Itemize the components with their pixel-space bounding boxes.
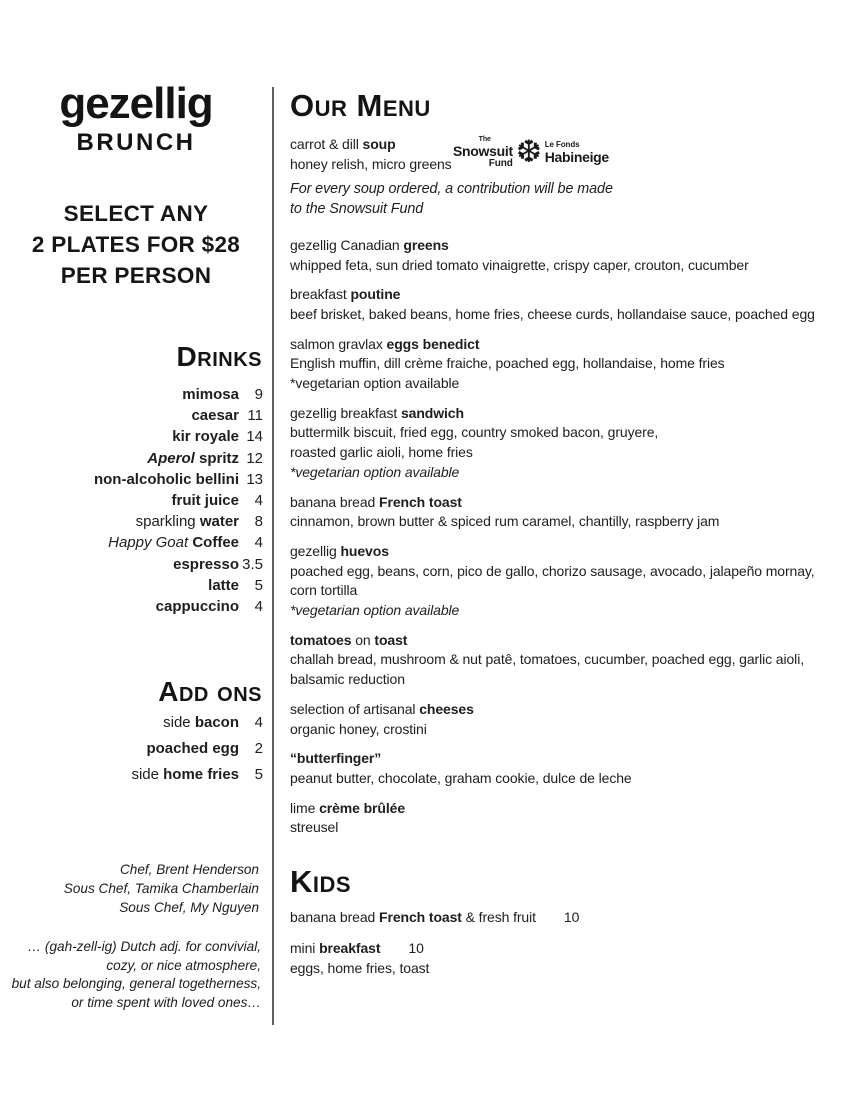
menu-item — [290, 335, 845, 394]
text-segment: fruit juice — [171, 491, 239, 509]
text-segment: banana bread — [290, 493, 380, 510]
text-segment: sandwich — [400, 404, 464, 421]
text-segment: carrot & dill — [290, 136, 363, 152]
credit-line: Chef, Brent Henderson — [119, 862, 259, 877]
text-segment: poached egg — [146, 740, 239, 757]
addon-item — [0, 740, 263, 766]
drink-item — [0, 428, 263, 449]
text-segment: bacon — [194, 714, 239, 731]
drink-item-name — [208, 577, 239, 594]
menu-item-desc: peanut butter, chocolate, graham cookie, dulce de leche — [290, 769, 632, 786]
drink-item-name — [172, 428, 239, 445]
menu-item-desc: balsamic reduction — [290, 671, 405, 688]
our-menu-heading: Our Menu — [290, 88, 431, 123]
addon-item-price: 5 — [254, 766, 263, 783]
drink-item-name — [171, 492, 239, 509]
text-segment: crème brûlée — [319, 799, 406, 816]
kids-heading: Kids — [290, 864, 352, 900]
text-segment: mini — [290, 939, 320, 956]
drink-item-name — [173, 556, 239, 573]
soup-note-line: to the Snowsuit Fund — [290, 201, 424, 218]
drink-item-price: 8 — [254, 513, 263, 531]
menu-item — [290, 631, 845, 690]
menu-item-title — [290, 542, 845, 562]
drink-item-name — [182, 386, 239, 403]
addon-item — [0, 766, 263, 792]
drink-item-price: 12 — [246, 449, 263, 467]
text-segment: kir royale — [172, 428, 239, 446]
drink-item-price: 9 — [254, 386, 263, 403]
drink-item-name — [94, 471, 239, 488]
addon-item-price: 4 — [254, 714, 263, 731]
text-segment: “butterfinger” — [290, 750, 382, 767]
kids-item-price: 10 — [408, 939, 424, 956]
drink-item — [0, 556, 263, 577]
drink-item-price: 4 — [254, 534, 263, 552]
text-segment: gezellig — [290, 542, 341, 559]
kids-item — [290, 908, 845, 928]
text-segment: salmon gravlax — [290, 335, 387, 352]
menu-item-title — [290, 335, 845, 355]
snowflake-icon: ❆ — [515, 133, 542, 170]
menu-item-title — [290, 493, 845, 513]
kids-item-title — [290, 908, 845, 928]
credit-line: Sous Chef, My Nguyen — [119, 899, 259, 915]
drink-item — [0, 513, 263, 534]
menu-item-desc: poached egg, beans, corn, pico de gallo, chorizo sausage, avocado, jalapeño mornay, — [290, 562, 815, 579]
text-segment: side — [163, 714, 195, 731]
definition-line: but also belonging, general togetherness, — [11, 976, 261, 992]
menu-item-title — [290, 749, 845, 769]
text-segment: Coffee — [192, 534, 239, 552]
addons-list — [0, 714, 263, 792]
drink-item — [0, 471, 263, 492]
text-segment: banana bread — [290, 909, 380, 926]
text-segment: & fresh fruit — [461, 909, 536, 926]
drink-item-price: 5 — [254, 576, 263, 594]
menu-item-title — [290, 631, 845, 651]
habineige-label: Habineige — [544, 149, 609, 165]
definition-line: cozy, or nice atmosphere, — [106, 957, 261, 973]
snowsuit-name-label: Snowsuit — [453, 143, 513, 159]
menu-item-desc: challah bread, mushroom & nut patê, tomatoes, cucumber, poached egg, garlic aioli, — [290, 651, 804, 668]
menu-item — [290, 285, 845, 324]
drink-item — [0, 450, 263, 471]
text-segment: non-alcoholic bellini — [93, 470, 239, 488]
drink-item-price: 11 — [247, 407, 263, 425]
menu-item-title — [290, 236, 845, 256]
menu-item-desc: honey relish, micro greens — [290, 155, 452, 172]
text-segment: gezellig Canadian — [290, 236, 404, 253]
kids-item-desc: eggs, home fries, toast — [290, 959, 430, 976]
brand-logo: gezellig — [59, 79, 213, 128]
drink-item-name — [147, 450, 239, 467]
promo-line: SELECT ANY — [63, 201, 209, 226]
text-segment: breakfast — [290, 286, 351, 303]
definition-line: or time spent with loved ones… — [71, 994, 261, 1010]
text-segment: mimosa — [182, 386, 239, 403]
menu-item-title — [290, 285, 845, 305]
column-divider — [272, 87, 274, 1025]
text-segment: eggs benedict — [386, 335, 480, 352]
addon-item-name — [163, 714, 239, 731]
chef-credits — [64, 861, 259, 917]
addons-heading: Add ons — [158, 676, 262, 707]
menu-item-desc: roasted garlic aioli, home fries — [290, 444, 473, 461]
text-segment: French toast — [379, 493, 462, 510]
snowsuit-fund-logo-right — [545, 141, 609, 164]
menu-item — [290, 799, 845, 838]
snowsuit-the-label: The — [478, 136, 491, 143]
snowsuit-fund-logo — [453, 133, 609, 170]
menu-item — [290, 542, 845, 621]
definition-line: … (gah-zell-ig) Dutch adj. for convivial, — [27, 939, 261, 954]
menu-item-desc: cinnamon, brown butter & spiced rum caramel, chantilly, raspberry jam — [290, 513, 720, 530]
menu-item — [290, 749, 845, 788]
brand-block — [0, 79, 272, 157]
le-fonds-label: Le Fonds — [544, 140, 580, 149]
drink-item-name — [136, 513, 239, 530]
text-segment: Aperol — [147, 449, 199, 467]
soup-charity-note — [290, 180, 845, 219]
text-segment: gezellig breakfast — [290, 404, 401, 421]
text-segment: greens — [403, 236, 449, 253]
drink-item-name — [191, 407, 239, 424]
drink-item-price: 13 — [246, 470, 263, 488]
text-segment: soup — [362, 136, 396, 152]
text-segment: on — [351, 631, 375, 648]
text-segment: Happy Goat — [108, 534, 193, 552]
text-segment: side — [131, 766, 164, 783]
credit-line: Sous Chef, Tamika Chamberlain — [63, 880, 259, 896]
menu-item-desc: whipped feta, sun dried tomato vinaigrette, crispy caper, crouton, cucumber — [290, 256, 749, 273]
text-segment: French toast — [379, 909, 462, 926]
menu-item — [290, 493, 845, 532]
drinks-heading: Drinks — [176, 341, 262, 372]
menu-item — [290, 236, 845, 275]
text-segment: selection of artisanal — [290, 700, 420, 717]
text-segment: caesar — [191, 407, 239, 425]
addon-item-name — [146, 740, 239, 757]
drink-item — [0, 386, 263, 407]
drink-item-price: 3.5 — [242, 555, 263, 573]
menu-item-desc: *vegetarian option available — [290, 463, 460, 480]
drink-item — [0, 598, 263, 619]
text-segment: home fries — [163, 766, 239, 783]
addon-item — [0, 714, 263, 740]
addon-item-name — [131, 766, 239, 783]
drink-item-name — [156, 598, 239, 615]
drink-item — [0, 492, 263, 513]
drink-item-price: 14 — [246, 428, 263, 446]
menu-item-title — [290, 799, 845, 819]
text-segment: cheeses — [419, 700, 474, 717]
text-segment: tomatoes — [290, 631, 352, 648]
text-segment: huevos — [340, 542, 389, 559]
soup-note-line: For every soup ordered, a contribution will be made — [290, 181, 613, 198]
kids-item-title — [290, 939, 845, 959]
menu-item-desc: English muffin, dill crème fraiche, poached egg, hollandaise, home fries — [290, 355, 725, 372]
menu-item — [290, 700, 845, 739]
promo-line: PER PERSON — [60, 263, 212, 288]
kids-items — [290, 908, 845, 978]
drink-item — [0, 407, 263, 428]
kids-item — [290, 939, 845, 978]
menu-item-desc: streusel — [290, 819, 339, 836]
menu-item-title — [290, 700, 845, 720]
addon-item-price: 2 — [254, 740, 263, 757]
text-segment: toast — [374, 631, 408, 648]
menu-item-title — [290, 404, 845, 424]
text-segment: espresso — [173, 555, 239, 573]
kids-item-price: 10 — [563, 909, 580, 926]
text-segment: sparkling — [135, 513, 200, 531]
menu-items — [290, 236, 845, 838]
menu-item-desc: buttermilk biscuit, fried egg, country smoked bacon, gruyere, — [290, 424, 659, 441]
snowsuit-fund-label: Fund — [488, 158, 513, 169]
drink-item-price: 4 — [254, 597, 263, 615]
text-segment: water — [199, 513, 239, 531]
drink-item-name — [108, 534, 239, 551]
text-segment: latte — [208, 576, 239, 594]
menu-item-desc: *vegetarian option available — [290, 602, 460, 619]
left-column — [0, 0, 272, 1100]
right-column — [290, 0, 845, 978]
drink-item — [0, 534, 263, 555]
text-segment: lime — [290, 799, 320, 816]
menu-item-desc: corn tortilla — [290, 582, 358, 599]
text-segment: spritz — [198, 449, 239, 467]
menu-item-desc: *vegetarian option available — [290, 375, 460, 392]
drink-item-price: 4 — [254, 491, 263, 509]
menu-item — [290, 404, 845, 483]
promo-line: 2 PLATES FOR $28 — [31, 232, 241, 257]
text-segment: cappuccino — [155, 597, 239, 615]
drink-item — [0, 577, 263, 598]
brand-subtitle: BRUNCH — [76, 129, 196, 156]
promo-offer — [0, 198, 272, 291]
text-segment: breakfast — [319, 939, 381, 956]
text-segment: poutine — [350, 286, 401, 303]
snowsuit-fund-logo-left — [453, 136, 513, 169]
menu-item-desc: beef brisket, baked beans, home fries, cheese curds, hollandaise sauce, poached egg — [290, 305, 815, 322]
menu-item-desc: organic honey, crostini — [290, 720, 427, 737]
menu-item-soup — [290, 135, 845, 174]
drinks-list — [0, 386, 263, 619]
gezellig-definition — [12, 938, 261, 1012]
